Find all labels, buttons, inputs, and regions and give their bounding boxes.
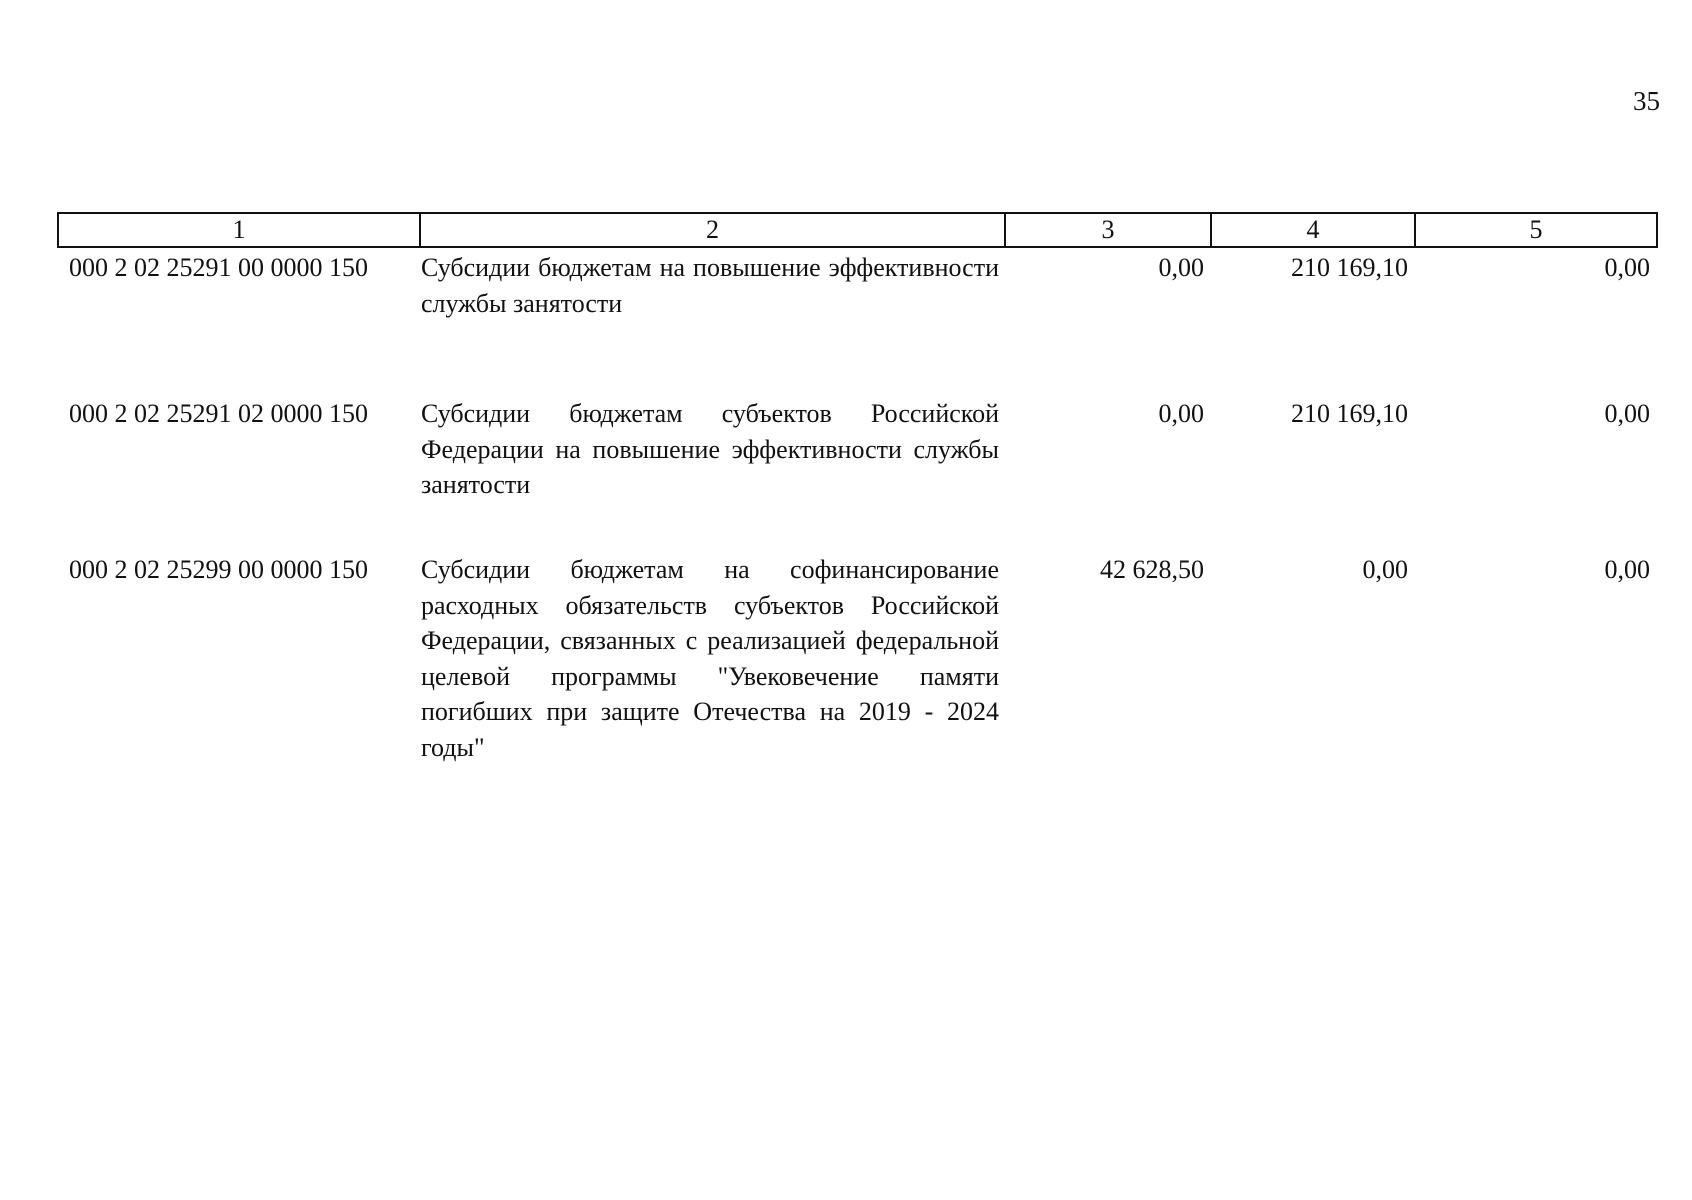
table-header [57,212,1658,248]
column-number-3: 3 [1005,213,1211,247]
value-column-3: 0,00 [1158,399,1204,428]
column-number-5: 5 [1415,213,1657,247]
item-name: Субсидии бюджетам на софинансирование расходных обязательств субъектов Российской Федерации, связанных с реализацией федеральной целевой программы "Увековечение памяти погибших при защите Отечества на 2019 - 2024 годы" [421,555,999,762]
page-number: 35 [1633,86,1660,116]
value-column-3: 42 628,50 [1100,555,1204,584]
budget-code: 000 2 02 25291 02 0000 150 [69,399,368,428]
value-column-5: 0,00 [1604,555,1650,584]
value-column-5: 0,00 [1604,399,1650,428]
column-number-2: 2 [420,213,1005,247]
value-column-4: 210 169,10 [1291,399,1408,428]
column-number-4: 4 [1211,213,1415,247]
value-column-4: 0,00 [1362,555,1408,584]
budget-code: 000 2 02 25291 00 0000 150 [69,253,368,282]
value-column-5: 0,00 [1604,253,1650,282]
value-column-4: 210 169,10 [1291,253,1408,282]
budget-code: 000 2 02 25299 00 0000 150 [69,555,368,584]
item-name: Субсидии бюджетам субъектов Российской Федерации на повышение эффективности службы занятости [421,399,999,499]
value-column-3: 0,00 [1158,253,1204,282]
column-number-1: 1 [58,213,420,247]
item-name: Субсидии бюджетам на повышение эффективности службы занятости [421,253,999,318]
